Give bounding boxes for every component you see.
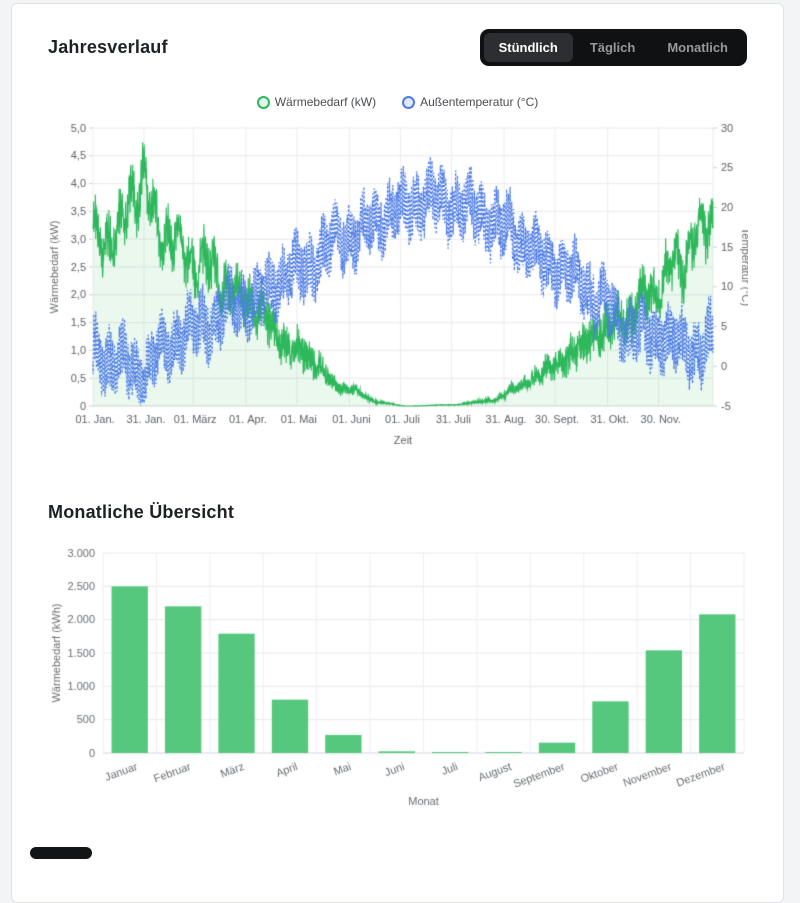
toggle-daily-button[interactable]: Täglich	[575, 33, 651, 62]
dashboard-card	[11, 3, 784, 903]
legend-item-heat-demand[interactable]	[257, 95, 376, 109]
partial-bottom-element[interactable]	[30, 847, 92, 859]
toggle-hourly-button[interactable]: Stündlich	[484, 33, 573, 62]
legend-label: Wärmebedarf (kW)	[274, 95, 377, 109]
annual-line-chart[interactable]	[48, 116, 748, 456]
interval-toggle-group[interactable]	[480, 29, 747, 66]
monthly-bar-chart[interactable]	[48, 541, 748, 813]
heat-demand-legend-icon	[257, 96, 270, 109]
chart-legend	[48, 92, 747, 112]
annual-section-header	[48, 28, 747, 66]
legend-item-outside-temp[interactable]	[402, 95, 538, 109]
legend-label: Außentemperatur (°C)	[420, 95, 539, 109]
outside-temp-legend-icon	[402, 96, 415, 109]
monthly-section-title: Monatliche Übersicht	[48, 502, 235, 522]
toggle-monthly-button[interactable]: Monatlich	[652, 33, 743, 62]
page-title: Jahresverlauf	[48, 36, 168, 57]
